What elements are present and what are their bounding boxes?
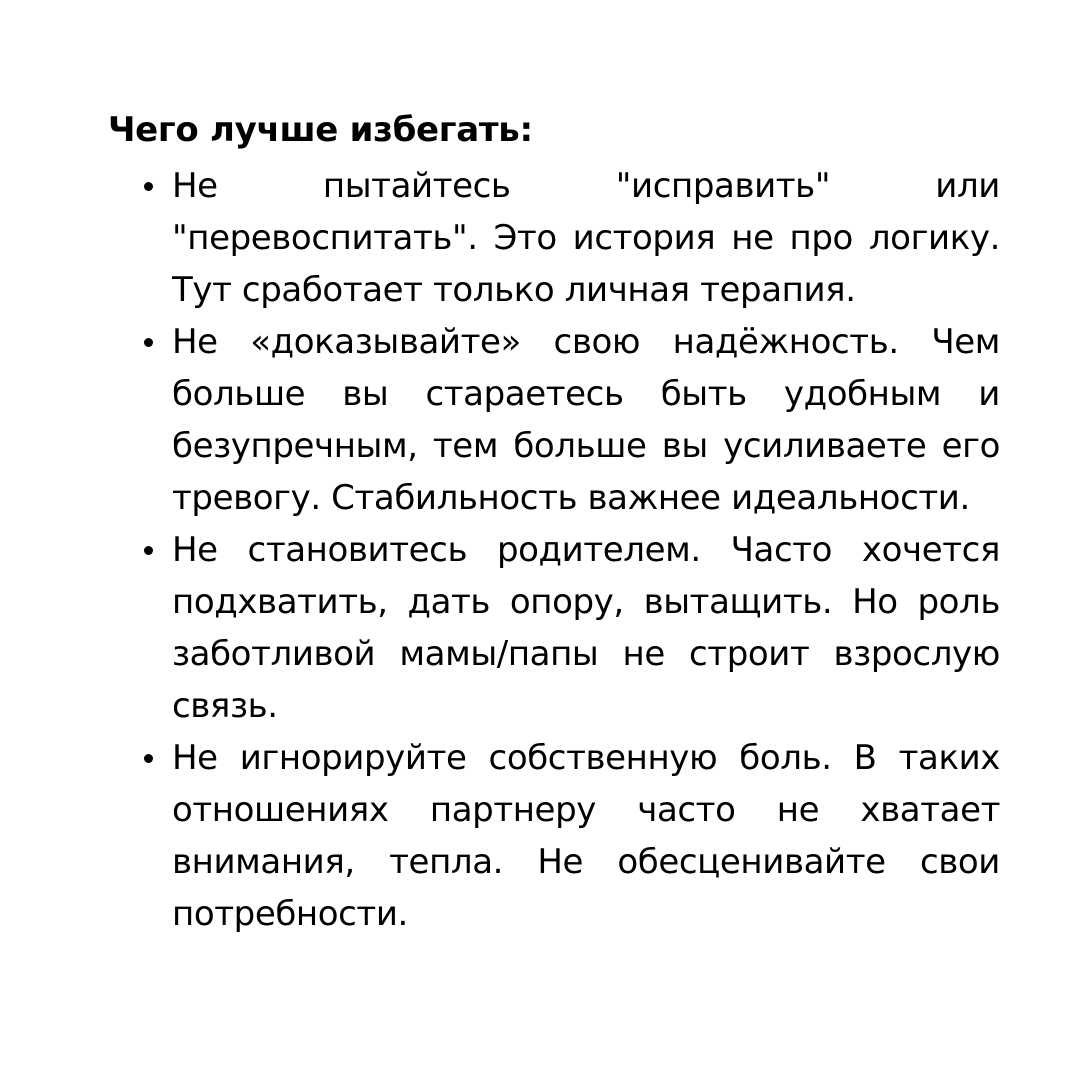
list-item bbox=[108, 732, 1000, 940]
tip-text: Не пытайтесь "исправить" или "перевоспитать". Это история не про логику. Тут сработает только личная терапия. bbox=[172, 166, 1000, 310]
bullet-icon bbox=[144, 338, 153, 347]
content-block bbox=[108, 104, 1000, 940]
bullet-icon bbox=[144, 754, 153, 763]
list-item bbox=[108, 524, 1000, 732]
tip-text: Не становитесь родителем. Часто хочется подхватить, дать опору, вытащить. Но роль заботливой мамы/папы не строит взрослую связь. bbox=[172, 530, 1000, 726]
list-item bbox=[108, 160, 1000, 316]
bullet-icon bbox=[144, 546, 153, 555]
list-item bbox=[108, 316, 1000, 524]
tip-text: Не «доказывайте» свою надёжность. Чем больше вы стараетесь быть удобным и безупречным, тем больше вы усиливаете его тревогу. Стабильность важнее идеальности. bbox=[172, 322, 1000, 518]
tips-list bbox=[108, 160, 1000, 940]
tip-text: Не игнорируйте собственную боль. В таких отношениях партнеру часто не хватает внимания, тепла. Не обесценивайте свои потребности. bbox=[172, 738, 1000, 934]
section-heading: Чего лучше избегать: bbox=[108, 110, 533, 150]
bullet-icon bbox=[144, 182, 153, 191]
